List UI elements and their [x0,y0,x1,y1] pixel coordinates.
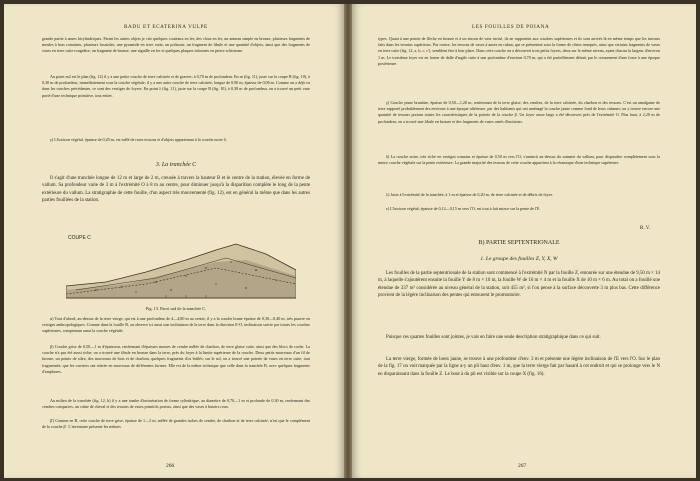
right-page [352,4,696,478]
left-paragraph-1: grande partie à anses bicylindriques. Parmi les autres objets je cite quelques couteaux en fer, des clous en fer, un anneau simple en bronze, plusieurs fragments de meules à bras romaines, plusieurs fusaïoles, une pyramide en terre cuite, un polissoir, un fragment de fibule et une quantité d'objets, ainsi que des fragments de vases en terre cuite rougeâtre, un fragment de bronze, une aiguille en fer et quelques plaques informes en pierre schisteuse. [42,36,310,54]
right-subsection-title: 1. Le groupe des fouilles Z, Y, X, W [480,256,558,262]
right-paragraph-1: types. Quant à une pointe de flèche en bronze et à un tesson de vase incisé, ils ne rapportent aux couches supérieures et ils sont arrivés là en même temps que les travaux faits dans les terrains supérieurs. Par contre, les tessons de vases à anses en ruban, qui se présentent sous la forme de cônes tronqués, ainsi que certains fragments de vases en terre cuite (fig. 12, a, b, c, c'), semblent être à leur place. Dans cette couche on a découvert trois petits foyers, deux sur le même niveau, ayant chacun la largeur d'environ 1 m. Le troisième foyer est en forme de dalle d'argile cuite à une profondeur d'environ 0,70 m, qui a été partiellement détruit par le creusement d'une fosse à une époque postérieure. [378,36,660,66]
left-section-heading: 3. La tranchée C [155,162,197,168]
right-page-number: 267 [518,463,527,469]
right-paragraph-8: La terre vierge, formée de loess jaune, se trouve à une profondeur d'env. 3 m et présente une légère inclinaison de l'E vers l'O. Sur le plan de la fig. 17 on voit marquée par la ligne a-y un pli haut d'env. 1 m, que la terre vierge fait par hasard à cet endroit et qui se prolonge vers le N en disparaissant dans la fouille Z. Le bout à du pli est visible sur la coupe X (fig. 16). [378,357,660,377]
left-paragraph-3: γ) L'horizon végétal, épaisse de 0,20 m, est mêlé de rares tessons et d'objets appartenant à la couche noire δ. [50,137,227,142]
book-gutter [344,4,352,478]
left-paragraph-8: β') Comme en B, cette couche de terre grise, épaisse de 1—3 m, mêlée de grandes taches de cendre, de charbon et de terre calcinée, n'est que le complément de la couche β'. L'inventaire présente les mêmes [42,418,310,430]
figure-caption: Fig. 13. Paroi sud de la tranchée C. [145,306,207,311]
stratigraphy-figure [66,240,296,300]
left-paragraph-5: α) Tout d'abord, au-dessus de la terre vierge, qui est à une profondeur de 4—4,80 m au centre, il y a la couche brune épaisse de 0,30—0,40 m, très pauvre en vestiges anthropologiques. Comme dans la fouille B, on observe ici aussi une inclinaison de la terre dans la direction E-O, inclinaison suivie par toutes les couches supérieures, comprenant aussi la couche végétale. [42,316,310,334]
left-page-number: 266 [166,463,175,469]
author-signature: R. V. [640,226,650,231]
right-paragraph-3: δ) La couche noire, très riche en vestiges romains et épaisse de 0,50 m vers l'O, s'amincit au-dessus du sommet du vallum, pour disparaître complètement sous la mince couche végétale sur la pente extérieure. La grande majorité des tessons de cette couche appartient à la céramique d'une technique supérieure. [378,154,660,166]
right-paragraph-2: γ) Couche jaune brunâtre, épaisse de 0,50—1,20 m, renfermant de la terre glaise, des cendres, de la terre calcinée, du charbon et des tessons. C'est un amalgame de terre rapporté probablement des environs à une époque ultérieure, par des habitants qui ont aménagé la couche jaune comme fond de leurs cabanes; on y trouve encore une quantité de tessons portant toutes les caractéristiques de la poterie de la couche β. Un foyer assez large a été découvert près de l'extrémité O. Plus haut, à 2,20 m de profondeur, on a trouvé une fibule en bronze et des fragments de vases ornés d'incisions. [378,100,660,124]
left-paragraph-6: β) Couche grise de 0,50—1 m d'épaisseur, renfermant d'épaisses masses de cendre mêlée de charbon, de terre glaise cuite, ainsi que des blocs de roche. La couche n'a pas été aussi riche; on a trouvé une fibule en bronze dans la terre, près du foyer à la limite supérieure de la couche. Deux petits morceaux d'un fil de bronze, un pointe de silex, des morceaux de bois et de charbon, quelques fragments d'os brûlés; sur le sol, on a trouvé une poterie de vases en terre cuite, tout fragmentée, que les ouvriers ont retirée en morceaux de différentes formes. Elle est de la même technique que celle dans la tranchée B, avec quelques fragments d'amphores. [42,344,310,374]
left-page [4,4,344,478]
right-section-title: B) PARTIE SEPTENTRIONALE [478,240,560,246]
left-paragraph-4: Il s'agit d'une tranchée longue de 12 m et large de 2 m, creusée à travers la hauteur B et le centre de la station, élevée en forme de vallum. Sa profondeur varie de 3 m à l'extrémité O à 8 m au centre, pour diminuer jusqu'à la disparition complète le long de la pente extérieure du vallum. La stratigraphie de cette fouille, d'un aspect très mouvementé (fig. 12), est en général la même que dans les autres parties fouillées de la station. [42,176,310,203]
right-paragraph-6: Les fouilles de la partie septentrionale de la station sont commencé à l'extrémité N par la fouille Z, entourée sur une étendue de 9,50 m × 14 m, à laquelle s'ajoutèrent ensuite la fouille Y de 8 m × 10 m, la fouille W de 16 m × 4 m et la fouille X de 10 m × 6 m. Au total on a fouillé une étendue de 337 m² considérée au niveau général de la station, soit 455 m², si l'on pense à la surface découverte 3 m plus bas. Cette différence provient de la légère inclinaison des pentes qui entourent le promontoire. [378,271,660,299]
right-paragraph-7: Puisque ces quatres fouilles sont jointes, je vais en faire une seule description stratigraphique dans ce qui suit. [386,335,601,340]
left-paragraph-2: Au point m2 est le plan (fig. 12) il y a une petite couche de terre calcinée et de gravier; à 0,70 m de profondeur. En m (fig. 11), juste sur la coupe B (fig. 10), à 0,30 m de profondeur, immédiatement sous la couche végétale, il y a une autre couche de terre calcinée, longue de 0,90 m, épaisse de 0,06 m. Comme on a déjà vu dans les couches précédentes, ce sont des vestiges de foyers. En point λ (fig. 11), juste sur la coupe B (fig. 10), à 0,38 m de profondeur, on a trouvé un petit vase porté d'une technique primitive, tout entier. [42,74,310,98]
left-paragraph-7: Au milieu de la tranchée (fig. 12, b) il y a une tombe d'incinération de forme cylindrique, au diamètre de 0,70—1 m et profonde de 0,30 m, renfermant des cendres compactes, un crâne de cheval et des tessons de vases primitifs poreux, ainsi que des vases à butoirs roux. [42,398,310,410]
left-running-head: RADU ET ECATERINA VULPE [124,24,208,30]
right-paragraph-4: λ) Juste à l'extrémité de la tranchée, à 1 m et épaisse de 0,20 m, de terre calcinée et de débris de foyer. [386,192,553,197]
right-running-head: LES FOUILLES DE POIANA [472,24,550,30]
figure-label: COUPE C [68,235,91,241]
right-paragraph-5: ε) L'horizon végétal, épaisse de 0,12—0,15 m vers l'O, est tout à fait mince sur la pente de l'E. [386,206,541,211]
